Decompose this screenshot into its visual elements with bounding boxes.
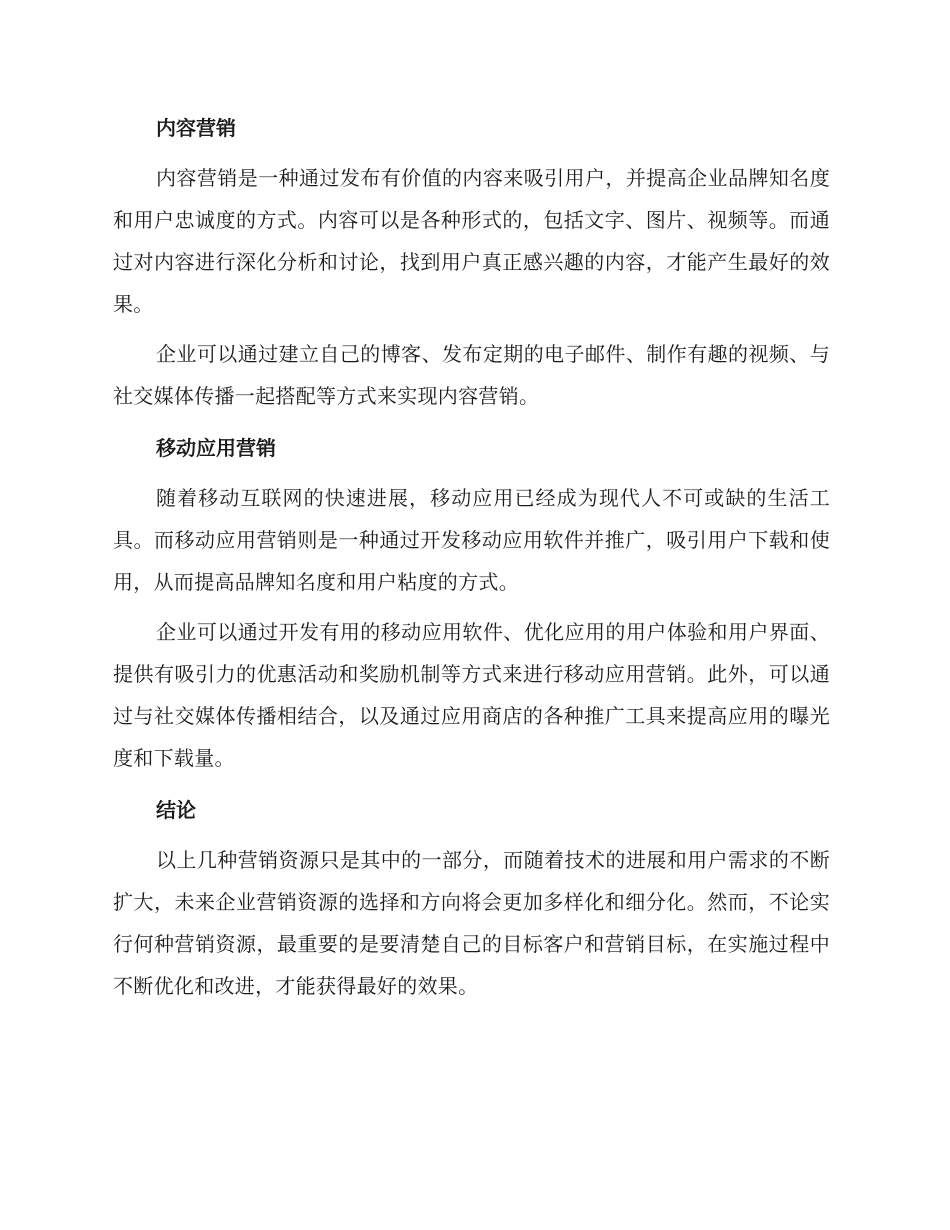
paragraph: 随着移动互联网的快速进展，移动应用已经成为现代人不可或缺的生活工具。而移动应用营销则是一种通过开发移动应用软件并推广，吸引用户下载和使用，从而提高品牌知名度和用户粘度的方式。: [113, 486, 830, 594]
section-heading-mobile-app-marketing: 移动应用营销: [156, 436, 276, 460]
section-heading-conclusion: 结论: [156, 798, 196, 822]
paragraph: 企业可以通过开发有用的移动应用软件、优化应用的用户体验和用户界面、提供有吸引力的优惠活动和奖励机制等方式来进行移动应用营销。此外，可以通过与社交媒体传播相结合，以及通过应用商店的各种推广工具来提高应用的曝光度和下载量。: [113, 620, 830, 770]
paragraph: 以上几种营销资源只是其中的一部分，而随着技术的进展和用户需求的不断扩大，未来企业营销资源的选择和方向将会更加多样化和细分化。然而，不论实行何种营销资源，最重要的是要清楚自己的目标客户和营销目标，在实施过程中不断优化和改进，才能获得最好的效果。: [113, 848, 830, 998]
paragraph: 内容营销是一种通过发布有价值的内容来吸引用户，并提高企业品牌知名度和用户忠诚度的方式。内容可以是各种形式的，包括文字、图片、视频等。而通过对内容进行深化分析和讨论，找到用户真正感兴趣的内容，才能产生最好的效果。: [113, 166, 830, 316]
section-heading-content-marketing: 内容营销: [156, 116, 236, 140]
document-body: [113, 105, 830, 1007]
paragraph: 企业可以通过建立自己的博客、发布定期的电子邮件、制作有趣的视频、与社交媒体传播一起搭配等方式来实现内容营销。: [113, 342, 830, 408]
